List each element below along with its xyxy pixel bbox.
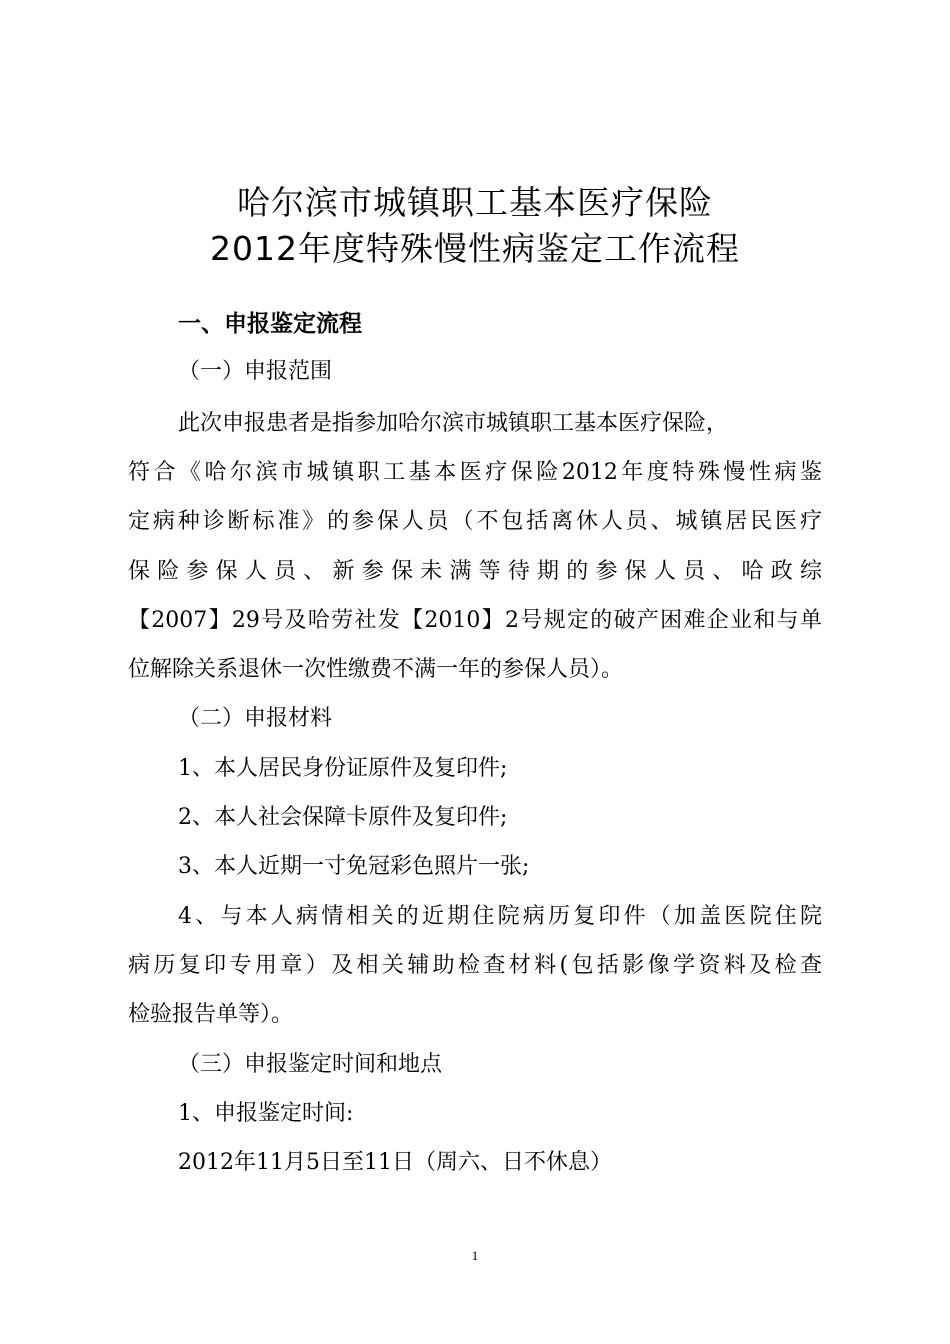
subsection-heading-2: （二）申报材料 [178,706,333,731]
document-title-line-1: 哈尔滨市城镇职工基本医疗保险 [237,183,713,222]
paragraph-line: 【2007】29号及哈劳社发【2010】2号规定的破产困难企业和与单 [128,608,822,633]
list-item-continuation: 检验报告单等）。 [128,1002,294,1027]
list-item: 2、本人社会保障卡原件及复印件; [178,805,508,830]
paragraph-line: 此次申报患者是指参加哈尔滨市城镇职工基本医疗保险， [178,411,729,436]
list-item-continuation: 病历复印专用章）及相关辅助检查材料(包括影像学资料及检查 [128,953,822,978]
page-number: 1 [471,1248,479,1263]
paragraph-line: 位解除关系退休一次性缴费不满一年的参保人员）。 [128,657,624,682]
list-item: 4、与本人病情相关的近期住院病历复印件（加盖医院住院 [178,904,822,929]
time-heading: 1、申报鉴定时间: [178,1101,354,1126]
paragraph-line: 定病种诊断标准》的参保人员（不包括离休人员、城镇居民医疗 [128,509,822,534]
paragraph-line: 符合《哈尔滨市城镇职工基本医疗保险2012年度特殊慢性病鉴 [128,460,822,485]
subsection-heading-3: （三）申报鉴定时间和地点 [178,1052,443,1077]
list-item: 3、本人近期一寸免冠彩色照片一张; [178,854,530,879]
section-heading-1: 一、申报鉴定流程 [178,311,362,337]
time-value: 2012年11月5日至11日（周六、日不休息） [178,1150,612,1175]
paragraph-line: 保险参保人员、新参保未满等待期的参保人员、哈政综 [128,559,822,584]
subsection-heading-1: （一）申报范围 [178,359,333,384]
document-title-line-2: 2012年度特殊慢性病鉴定工作流程 [210,229,740,268]
list-item: 1、本人居民身份证原件及复印件; [178,756,508,781]
